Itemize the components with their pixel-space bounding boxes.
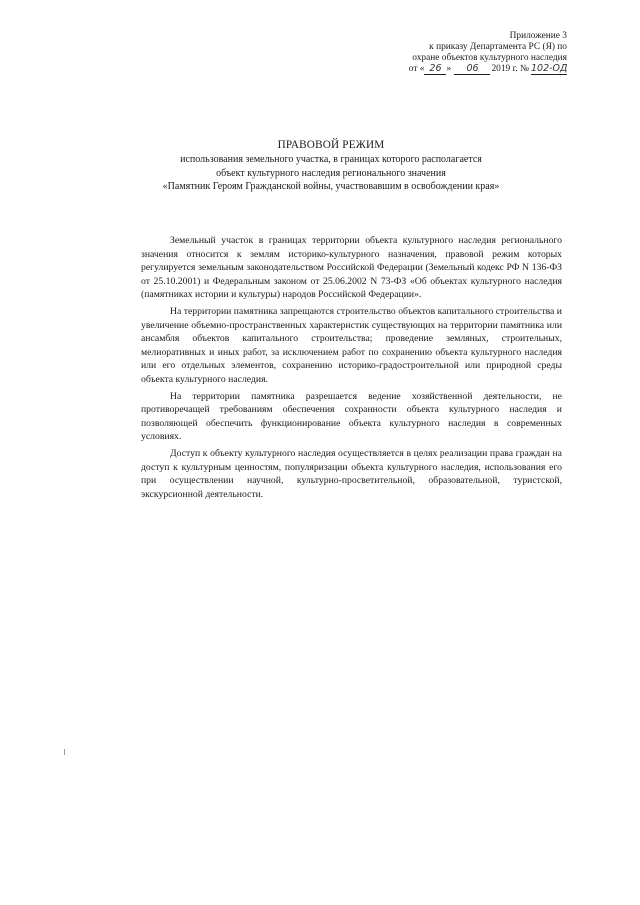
document-title	[120, 139, 542, 194]
annex-header	[347, 31, 567, 75]
annex-line-3: охране объектов культурного наследия	[412, 53, 567, 63]
title-line-3: «Памятник Героям Гражданской войны, участвовавшим в освобождении края»	[162, 181, 500, 193]
paragraph-2: На территории памятника запрещаются строительство объектов капитального строительства и увеличение объемно-пространственных характеристик существующих на территории памятника или ансамбля объектов капитального строительства; проведение земляных, строительных, мелиоративных и иных работ, за исключением работ по сохранению объекта культурного наследия или его отдельных элементов, сохранению историко-градостроительной или природной среды объекта культурного наследия.	[141, 305, 562, 385]
paragraph-1: Земельный участок в границах территории объекта культурного наследия регионального значения относится к землям историко-культурного назначения, правовой режим которых регулируется земельным законодательством Российской Федерации (Земельный кодекс РФ N 136-ФЗ от 25.10.2001) и Федеральным законом от 25.06.2002 N 73-ФЗ «Об объектах культурного наследия (памятниках истории и культуры) народов Российской Федерации».	[141, 235, 562, 301]
handwritten-order-number: 102-ОД	[531, 63, 568, 74]
annex-line-1: Приложение 3	[509, 31, 567, 41]
handwritten-month: 06	[454, 64, 490, 75]
paragraph-3: На территории памятника разрешается ведение хозяйственной деятельности, не противоречащей требованиям обеспечения сохранности объекта культурного наследия и позволяющей обеспечить функционирование объекта культурного наследия в современных условиях.	[141, 390, 562, 443]
paragraph-4: Доступ к объекту культурного наследия осуществляется в целях реализации права граждан на доступ к культурным ценностям, популяризации объекта культурного наследия, использования его при осуществлении научной, культурно-просветительной, образовательной, туристской, экскурсионной деятельности.	[141, 447, 562, 500]
year-text: 2019 г. №	[491, 64, 529, 74]
scan-mark	[64, 749, 65, 755]
annex-line-2: к приказу Департамента РС (Я) по	[429, 42, 567, 52]
annex-date-line	[347, 64, 567, 75]
document-body	[141, 234, 562, 504]
date-mid: »	[446, 64, 452, 74]
title-line-1: использования земельного участка, в границах которого располагается	[180, 154, 482, 166]
main-title: ПРАВОВОЙ РЕЖИМ	[277, 139, 385, 151]
date-prefix: от «	[408, 64, 425, 74]
title-line-2: объект культурного наследия регионального значения	[216, 167, 446, 179]
handwritten-day: 26	[424, 64, 446, 75]
